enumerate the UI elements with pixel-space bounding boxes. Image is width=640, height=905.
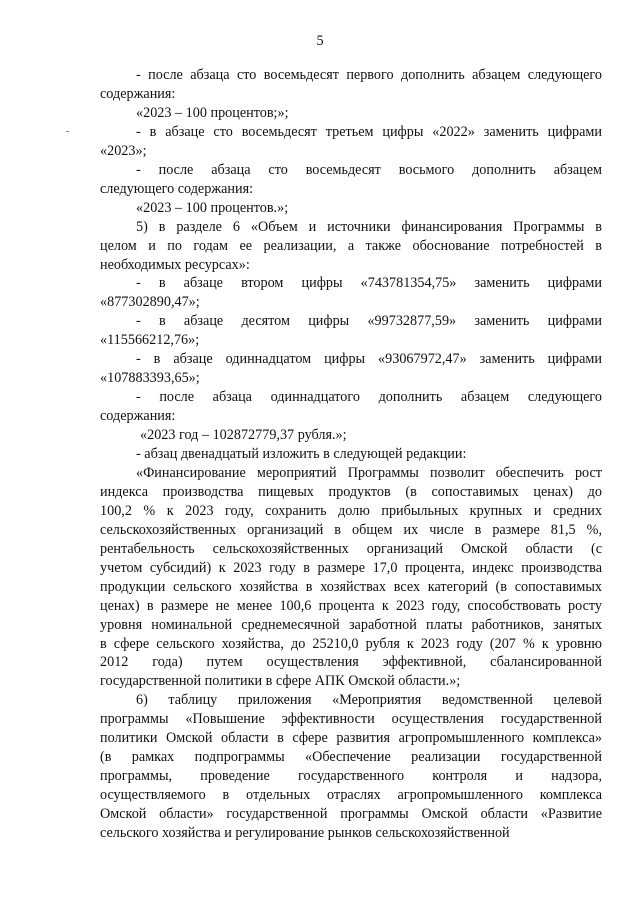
text-line: «2023 – 100 процентов;»; (136, 104, 289, 121)
text-line: содержания: (100, 408, 176, 425)
text-line: рентабельность сельскохозяйственных организаций Омской области (с (100, 540, 602, 557)
text-line: «107883393,65»; (100, 370, 200, 387)
text-line: «2023 – 100 процентов.»; (136, 199, 289, 216)
text-line: политики Омской области в сфере развития агропромышленного комплекса» (100, 730, 602, 747)
text-line: необходимых ресурсах»: (100, 256, 250, 273)
text-line: - после абзаца сто восемьдесят восьмого дополнить абзацем (136, 161, 602, 178)
text-line: осуществляемого в отдельных отраслях агропромышленного комплекса (100, 787, 602, 804)
text-line: (в рамках подпрограммы «Обеспечение реализации государственной (100, 749, 602, 766)
text-line: Омской области» государственной программы Омской области «Развитие (100, 806, 602, 823)
text-line: сельскохозяйственных организаций в общем их числе в размере 81,5 %, (100, 521, 602, 538)
text-line: государственной политики в сфере АПК Омской области.»; (100, 673, 461, 690)
text-line: сельского хозяйства и регулирование рынков сельскохозяйственной (100, 825, 510, 841)
text-line: - в абзаце десятом цифры «99732877,59» заменить цифрами (136, 313, 602, 330)
text-line: индекса производства пищевых продуктов (в сопоставимых ценах) до (100, 483, 602, 500)
text-line: - в абзаце одиннадцатом цифры «93067972,47» заменить цифрами (136, 351, 602, 368)
text-line: «2023 год – 102872779,37 рубля.»; (140, 427, 347, 444)
text-line: следующего содержания: (100, 180, 254, 197)
text-line: - после абзаца одиннадцатого дополнить абзацем следующего (136, 389, 602, 406)
text-line: ценах) в размере не менее 100,6 процента к 2023 году, способствовать росту (100, 597, 602, 614)
text-line: «2023»; (100, 142, 147, 159)
page-number: 5 (316, 33, 324, 49)
text-line: - в абзаце сто восемьдесят третьем цифры «2022» заменить цифрами (136, 123, 602, 140)
margin-mark (66, 131, 69, 132)
text-line: 6) таблицу приложения «Мероприятия ведомственной целевой (136, 692, 602, 709)
text-line: учетом субсидий) к 2023 году в размере 17,0 процента, индекс производства (100, 559, 602, 576)
text-line: программы, проведение государственного контроля и надзора, (100, 768, 602, 785)
text-line: программы «Повышение эффективности осуществления государственной (100, 711, 602, 728)
text-line: «115566212,76»; (100, 332, 200, 349)
text-line: 5) в разделе 6 «Объем и источники финансирования Программы в (136, 218, 602, 235)
text-line: - после абзаца сто восемьдесят первого дополнить абзацем следующего (136, 67, 602, 83)
text-line: - в абзаце втором цифры «743781354,75» заменить цифрами (136, 275, 602, 292)
text-line: продукции сельского хозяйства в хозяйствах всех категорий (в сопоставимых (100, 578, 602, 595)
text-line: в сфере сельского хозяйства, до 25210,0 рубля к 2023 году (207 % к уровню (100, 635, 602, 652)
text-line: уровня номинальной среднемесячной заработной платы работников, занятых (100, 616, 602, 633)
text-line: целом и по годам ее реализации, а также обоснование потребностей в (100, 237, 602, 254)
text-line: «877302890,47»; (100, 294, 200, 311)
text-line: - абзац двенадцатый изложить в следующей редакции: (136, 446, 467, 462)
text-line: 2012 года) путем осуществления эффективной, сбалансированной (100, 654, 602, 671)
text-line: содержания: (100, 85, 176, 102)
text-line: «Финансирование мероприятий Программы позволит обеспечить рост (136, 464, 602, 481)
text-line: 100,2 % к 2023 году, сохранить долю прибыльных крупных и средних (100, 502, 602, 519)
